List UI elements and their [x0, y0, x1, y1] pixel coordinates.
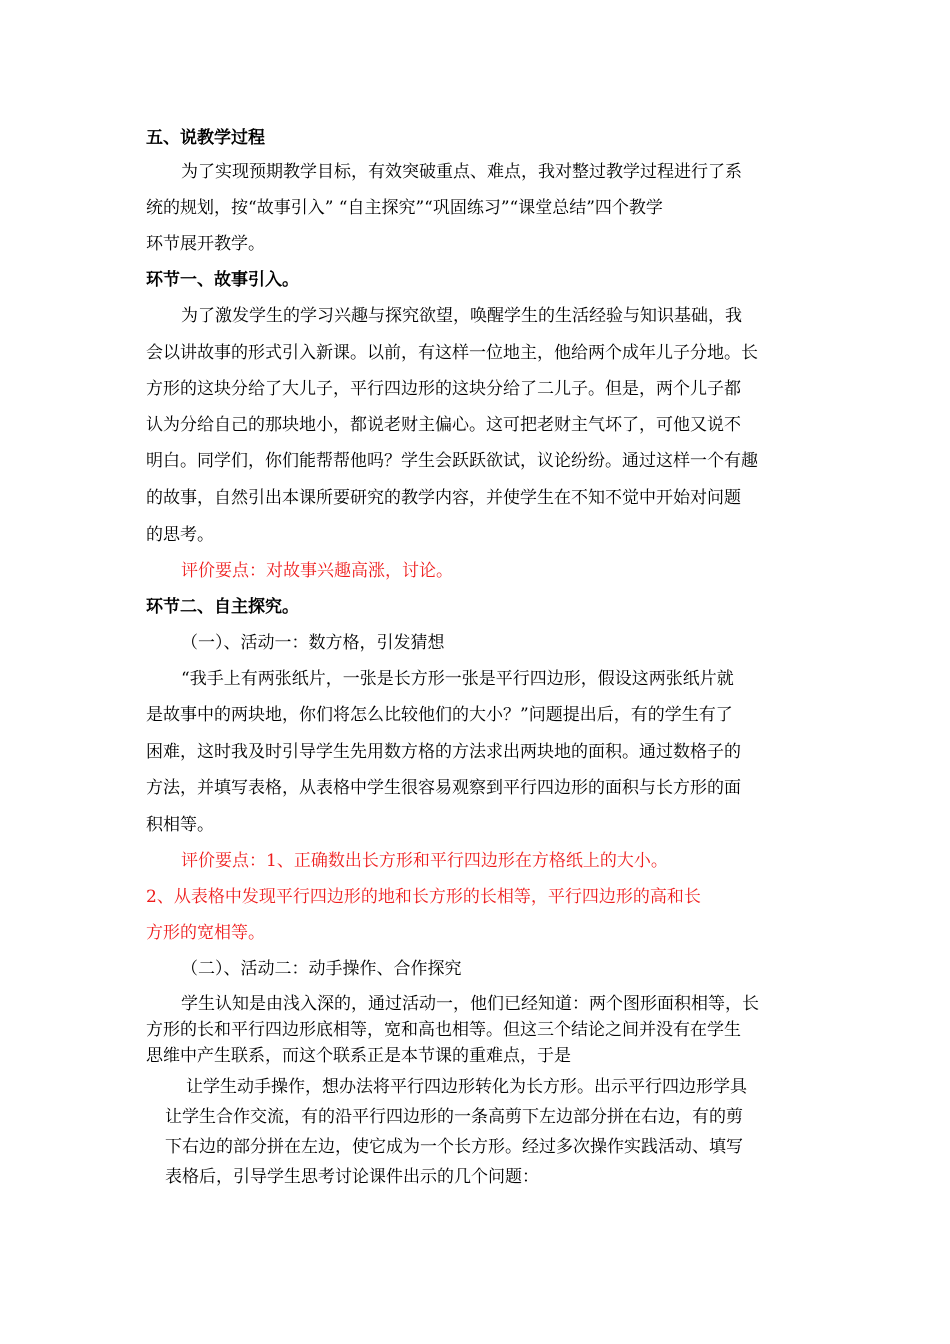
activity-one-line: “我手上有两张纸片，一张是长方形一张是平行四边形，假设这两张纸片就	[181, 669, 734, 689]
activity-two-line: 下右边的部分拼在左边，使它成为一个长方形。经过多次操作实践活动、填写	[165, 1137, 743, 1157]
activity-one-line: 困难，这时我及时引导学生先用数方格的方法求出两块地的面积。通过数格子的	[146, 742, 741, 762]
story-paragraph-line: 的故事，自然引出本课所要研究的教学内容，并使学生在不知不觉中开始对问题	[146, 488, 741, 508]
activity-one-heading: （一）、活动一：数方格，引发猜想	[181, 633, 445, 653]
intro-paragraph-line: 统的规划，按“故事引入” “自主探究”“巩固练习”“课堂总结”四个教学	[146, 198, 663, 218]
story-paragraph-line: 方形的这块分给了大儿子，平行四边形的这块分给了二儿子。但是，两个儿子都	[146, 379, 741, 399]
story-paragraph-line: 明白。同学们，你们能帮帮他吗？学生会跃跃欲试，议论纷纷。通过这样一个有趣	[146, 451, 758, 471]
intro-paragraph-line: 环节展开教学。	[146, 234, 265, 254]
stage-two-heading: 环节二、自主探究。	[146, 597, 299, 617]
story-paragraph-line: 的思考。	[146, 525, 214, 545]
activity-one-line: 是故事中的两块地，你们将怎么比较他们的大小？”问题提出后，有的学生有了	[146, 705, 733, 725]
intro-paragraph-line: 为了实现预期教学目标，有效突破重点、难点，我对整过教学过程进行了系	[181, 162, 742, 182]
activity-one-line: 方法，并填写表格，从表格中学生很容易观察到平行四边形的面积与长方形的面	[146, 778, 741, 798]
activity-two-line: 让学生动手操作，想办法将平行四边形转化为长方形。出示平行四边形学具	[186, 1077, 747, 1097]
story-paragraph-line: 为了激发学生的学习兴趣与探究欲望，唤醒学生的生活经验与知识基础，我	[181, 306, 742, 326]
stage-one-heading: 环节一、故事引入。	[146, 270, 299, 290]
story-paragraph-line: 认为分给自己的那块地小，都说老财主偏心。这可把老财主气坏了，可他又说不	[146, 415, 741, 435]
evaluation-note: 评价要点：1、正确数出长方形和平行四边形在方格纸上的大小。	[181, 851, 668, 871]
evaluation-note: 方形的宽相等。	[146, 923, 265, 943]
evaluation-note: 2、从表格中发现平行四边形的地和长方形的长相等，平行四边形的高和长	[146, 887, 701, 907]
story-paragraph-line: 会以讲故事的形式引入新课。以前，有这样一位地主，他给两个成年儿子分地。长	[146, 343, 758, 363]
evaluation-note: 评价要点：对故事兴趣高涨，讨论。	[181, 561, 453, 581]
activity-two-line: 方形的长和平行四边形底相等，宽和高也相等。但这三个结论之间并没有在学生	[146, 1020, 741, 1040]
activity-two-line: 让学生合作交流，有的沿平行四边形的一条高剪下左边部分拼在右边，有的剪	[165, 1107, 743, 1127]
activity-two-line: 学生认知是由浅入深的，通过活动一，他们已经知道：两个图形面积相等，长	[181, 994, 759, 1014]
activity-two-line: 思维中产生联系，而这个联系正是本节课的重难点，于是	[146, 1046, 571, 1066]
activity-two-line: 表格后，引导学生思考讨论课件出示的几个问题：	[165, 1167, 539, 1187]
activity-one-line: 积相等。	[146, 815, 214, 835]
activity-two-heading: （二）、活动二：动手操作、合作探究	[181, 959, 462, 979]
section-heading: 五、说教学过程	[146, 128, 265, 148]
